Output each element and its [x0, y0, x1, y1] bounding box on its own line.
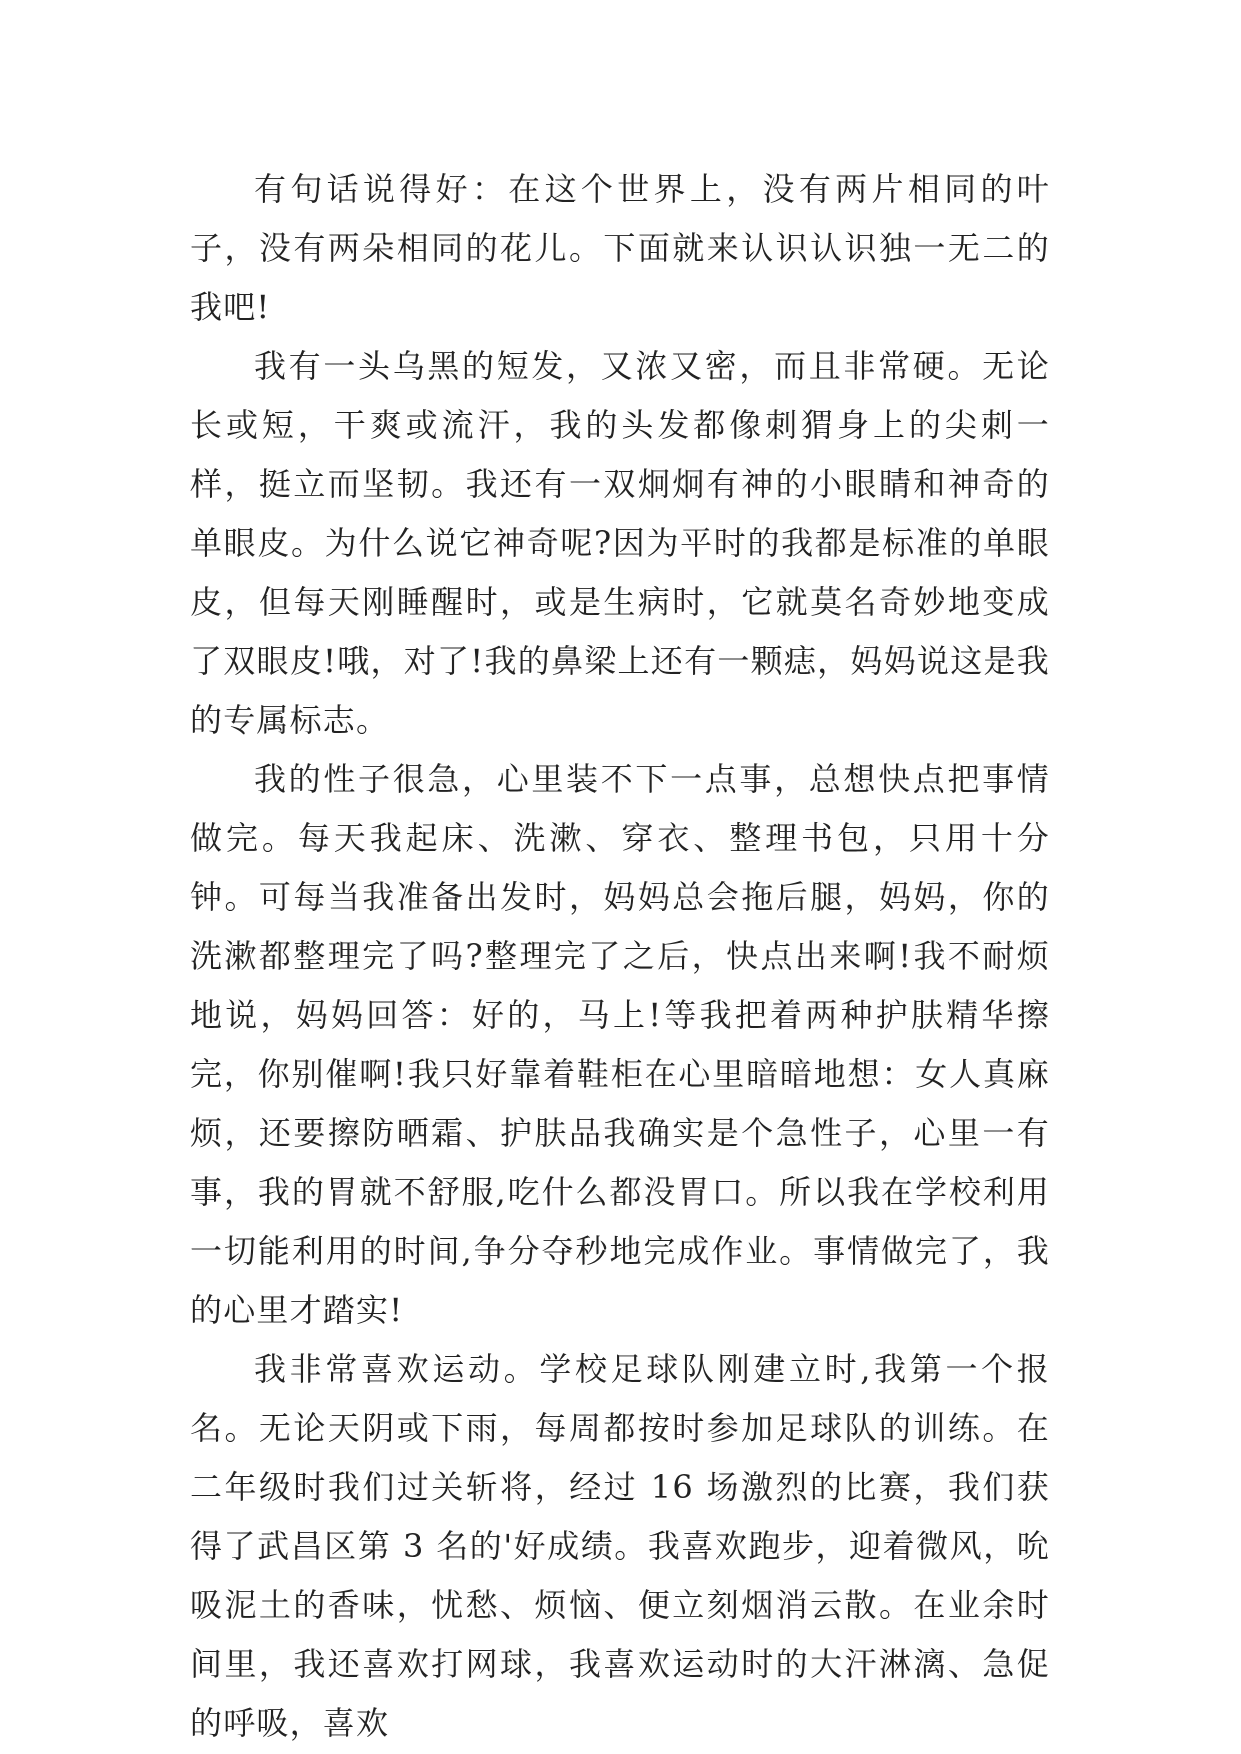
paragraph-personality: 我的性子很急，心里装不下一点事，总想快点把事情做完。每天我起床、洗漱、穿衣、整理书包，只用十分钟。可每当我准备出发时，妈妈总会拖后腿，妈妈，你的洗漱都整理完了吗?整理完了之后，快点出来啊!我不耐烦地说，妈妈回答：好的，马上!等我把着两种护肤精华擦完，你别催啊!我只好靠着鞋柜在心里暗暗地想：女人真麻烦，还要擦防晒霜、护肤品我确实是个急性子，心里一有事，我的胃就不舒服,吃什么都没胃口。所以我在学校利用一切能利用的时间,争分夺秒地完成作业。事情做完了，我的心里才踏实! — [190, 760, 1050, 1329]
paragraph-sports: 我非常喜欢运动。学校足球队刚建立时,我第一个报名。无论天阴或下雨，每周都按时参加足球队的训练。在二年级时我们过关斩将，经过 16 场激烈的比赛，我们获得了武昌区第 3 名的'好成绩。我喜欢跑步，迎着微风，吮吸泥土的香味，忧愁、烦恼、便立刻烟消云散。在业余时间里，我还喜欢打网球，我喜欢运动时的大汗淋漓、急促的呼吸，喜欢 — [190, 1350, 1050, 1742]
document-body — [190, 160, 1050, 1753]
paragraph-intro: 有句话说得好：在这个世界上，没有两片相同的叶子，没有两朵相同的花儿。下面就来认识认识独一无二的我吧! — [190, 170, 1050, 326]
paragraph-appearance: 我有一头乌黑的短发，又浓又密，而且非常硬。无论长或短，干爽或流汗，我的头发都像刺猬身上的尖刺一样，挺立而坚韧。我还有一双炯炯有神的小眼睛和神奇的单眼皮。为什么说它神奇呢?因为平时的我都是标准的单眼皮，但每天刚睡醒时，或是生病时，它就莫名奇妙地变成了双眼皮!哦，对了!我的鼻梁上还有一颗痣，妈妈说这是我的专属标志。 — [190, 347, 1050, 739]
